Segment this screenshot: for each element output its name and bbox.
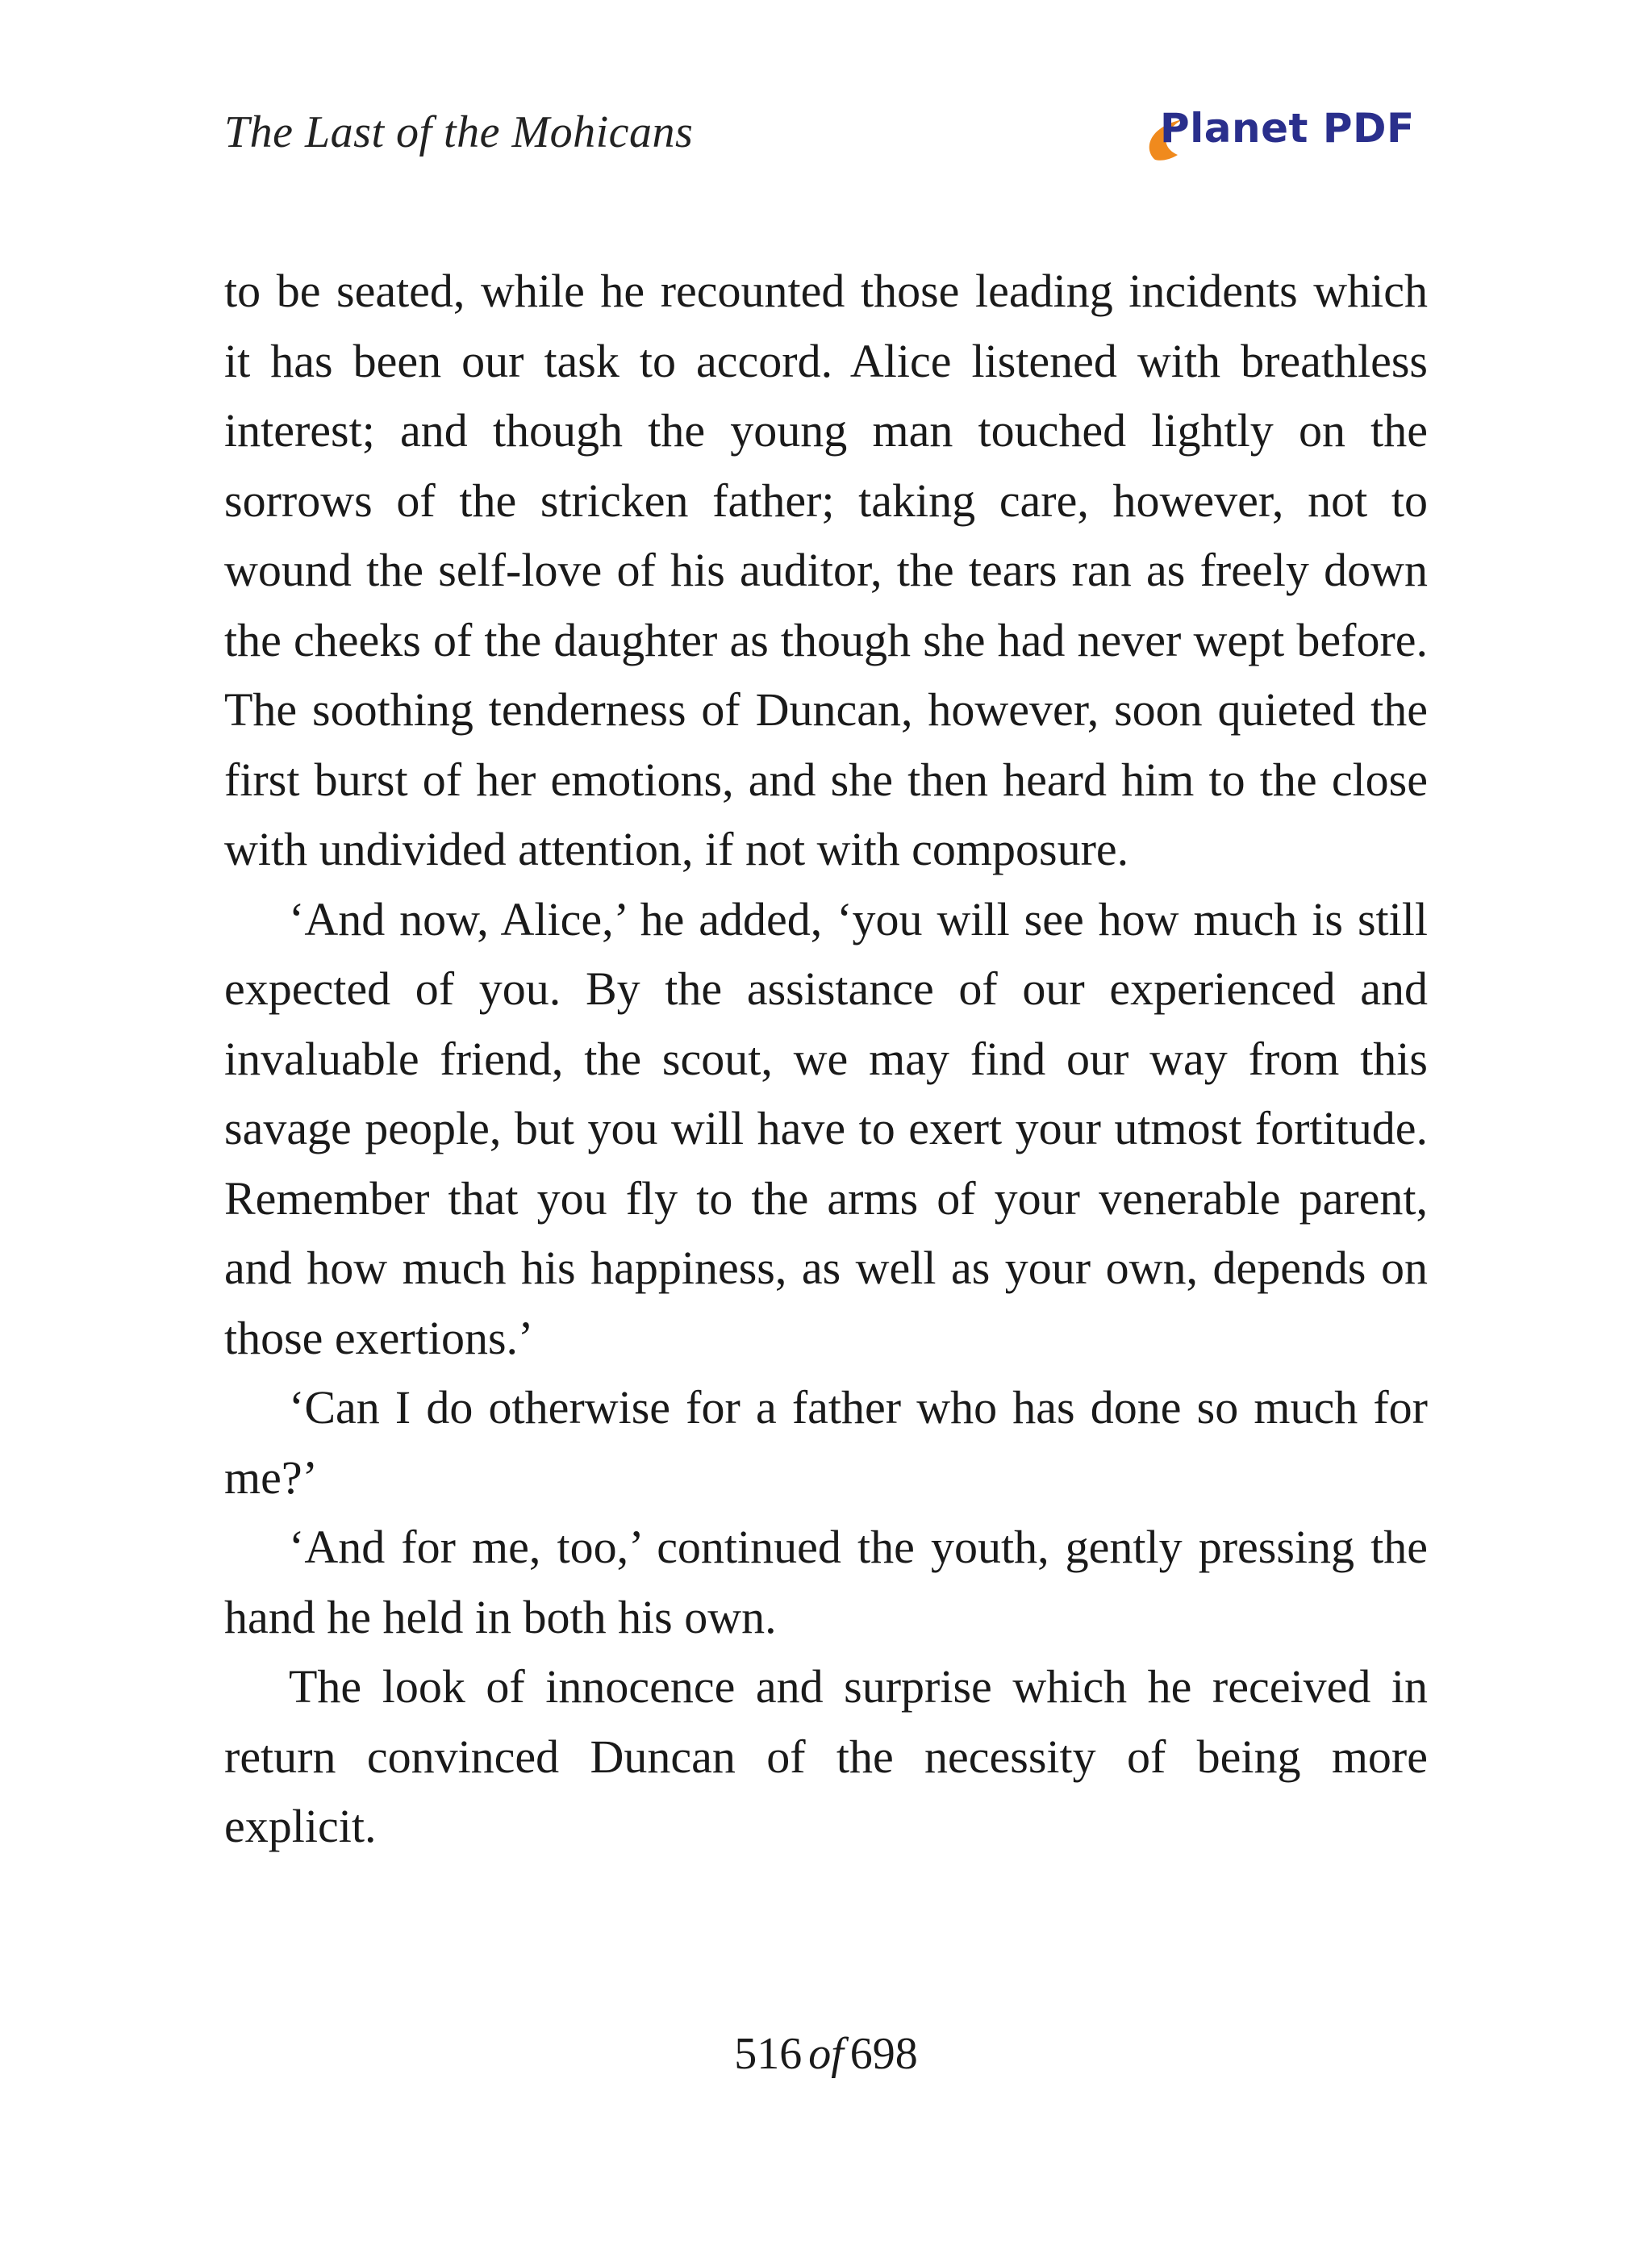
paragraph: ‘And for me, too,’ continued the youth, gently pressing the hand he held in both his own. xyxy=(224,1521,1428,1643)
book-body xyxy=(224,257,1428,1862)
current-page-number: 516 xyxy=(734,2029,803,2079)
page-header xyxy=(224,103,1428,176)
book-title: The Last of the Mohicans xyxy=(224,107,694,157)
page-of-label: of xyxy=(808,2029,844,2079)
planet-pdf-logo xyxy=(1139,103,1413,168)
total-page-count: 698 xyxy=(849,2029,918,2079)
page-number-footer xyxy=(0,2028,1652,2080)
paragraph: The look of innocence and surprise which he received in return convinced Duncan of the necessity of being more explicit. xyxy=(224,1660,1428,1852)
paragraph: ‘And now, Alice,’ he added, ‘you will see how much is still expected of you. By the assistance of our experienced and invaluable friend, the scout, we may find our way from this savage people, but you will have to exert your utmost fortitude. Remember that you fly to the arms of your venerable parent, and how much his happiness, as well as your own, depends on those exertions.’ xyxy=(224,892,1428,1364)
paragraph: ‘Can I do otherwise for a father who has done so much for me?’ xyxy=(224,1381,1428,1504)
brand-name: Planet PDF xyxy=(1160,105,1415,152)
paragraph: to be seated, while he recounted those leading incidents which it has been our task to accord. Alice listened with breathless interest; and though the young man touched lightly on the sorrows of the stricken father; taking care, however, not to wound the self-love of his auditor, the tears ran as freely down the cheeks of the daughter as though she had never wept before. The soothing tenderness of Duncan, however, soon quieted the first burst of her emotions, and she then heard him to the close with undivided attention, if not with composure. xyxy=(224,265,1428,875)
